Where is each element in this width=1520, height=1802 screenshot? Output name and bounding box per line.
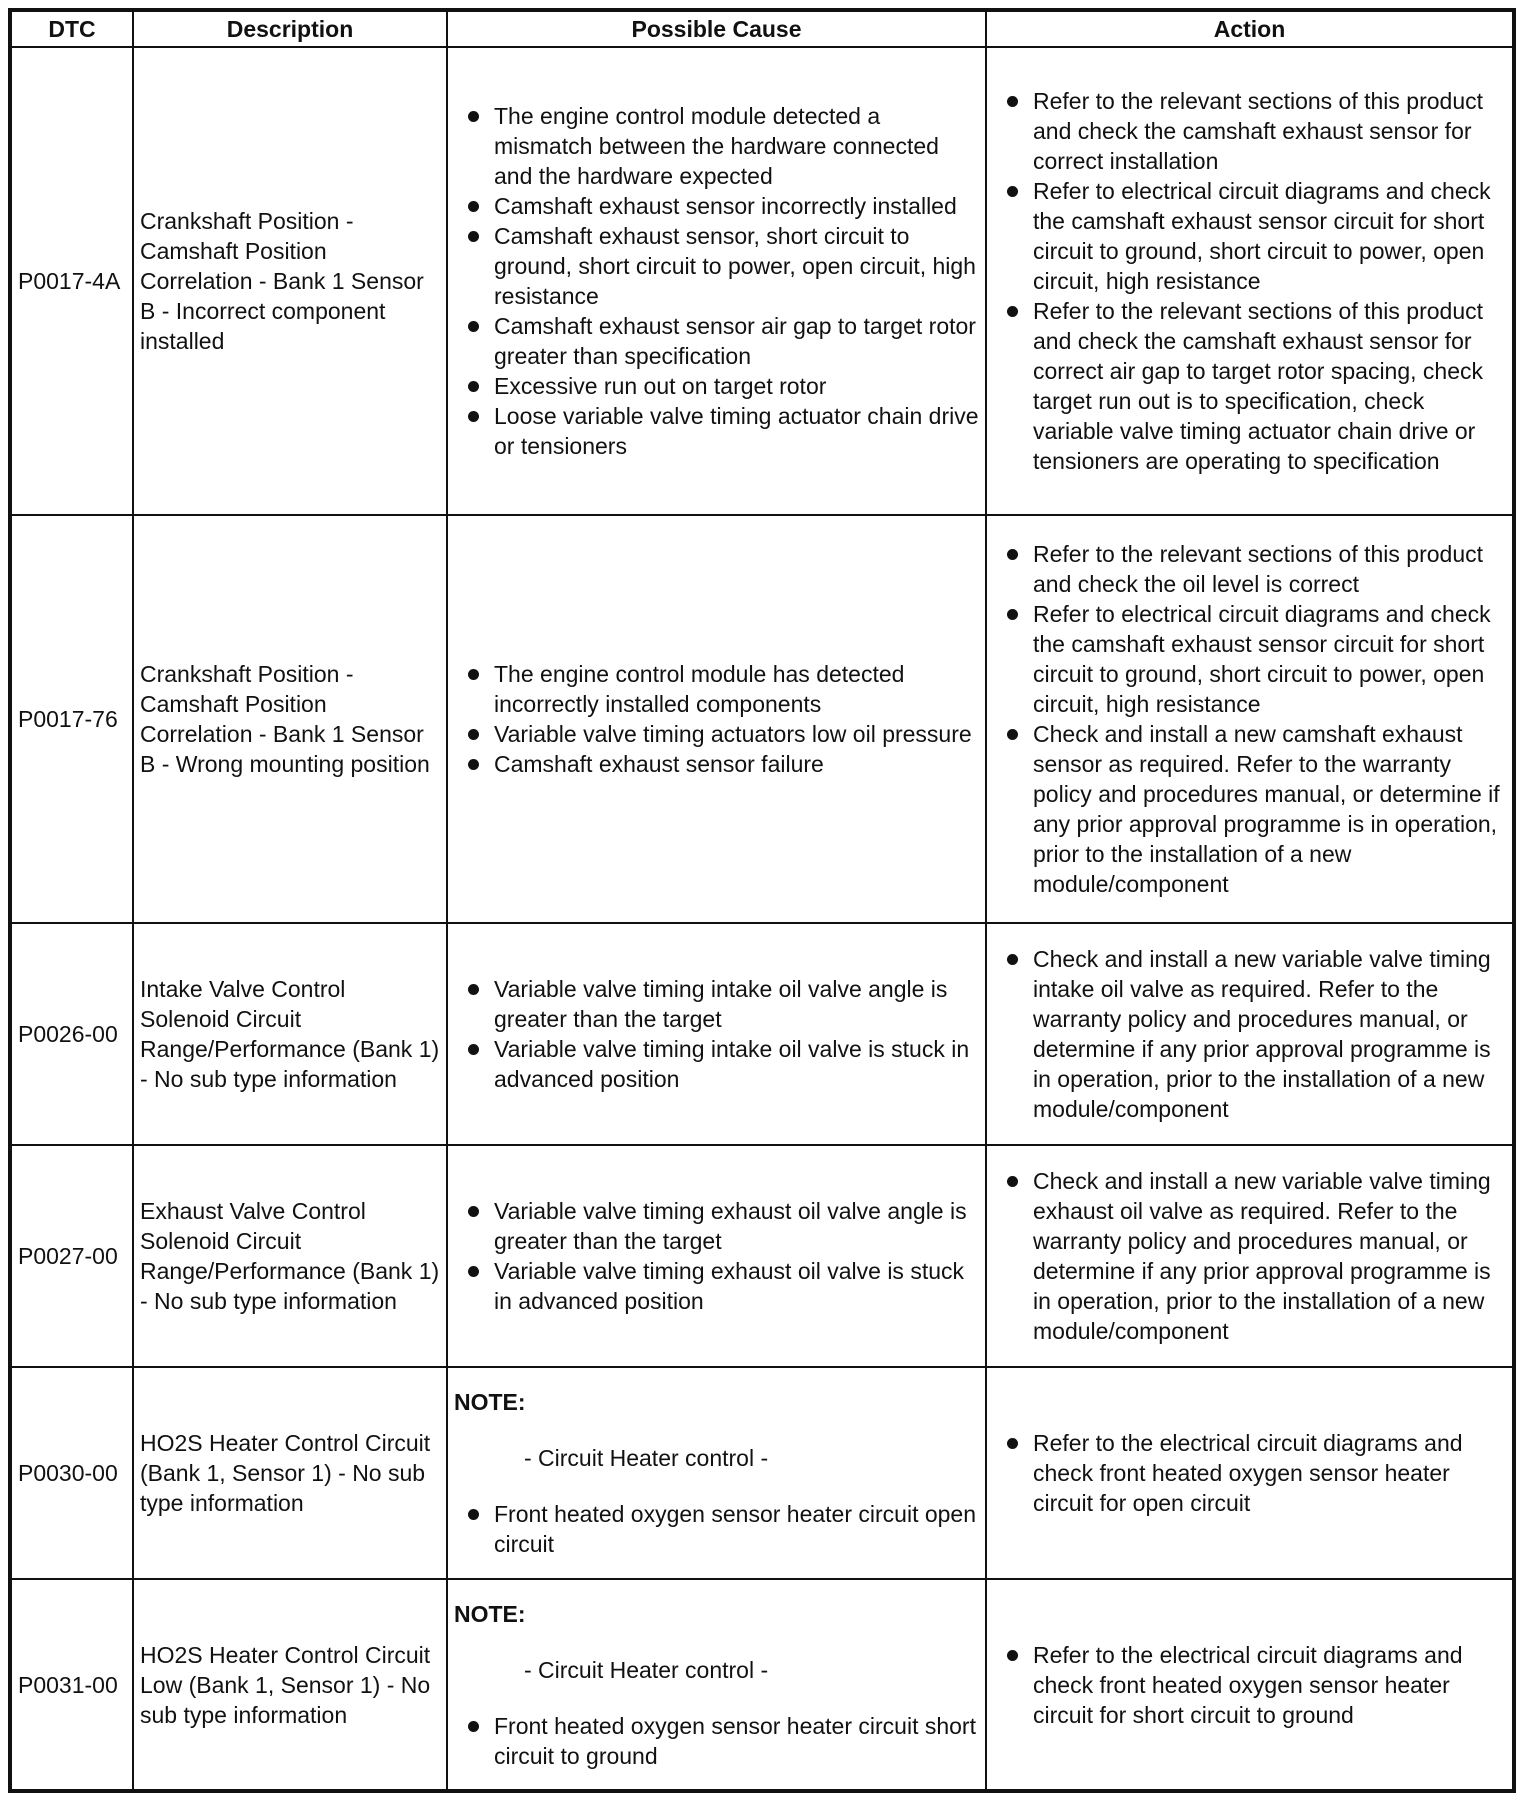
cause-item: Variable valve timing exhaust oil valve is stuck in advanced position <box>454 1256 979 1316</box>
action-cell <box>986 923 1514 1145</box>
note-text: - Circuit Heater control - <box>524 1445 769 1471</box>
cause-item: Variable valve timing exhaust oil valve angle is greater than the target <box>454 1196 979 1256</box>
action-item: Refer to the relevant sections of this product and check the camshaft exhaust sensor for correct installation <box>993 86 1506 176</box>
cause-item: Front heated oxygen sensor heater circuit open circuit <box>454 1499 979 1559</box>
cause-item: Camshaft exhaust sensor air gap to target rotor greater than specification <box>454 311 979 371</box>
cause-item: Camshaft exhaust sensor, short circuit to ground, short circuit to power, open circuit, high resistance <box>454 221 979 311</box>
dtc-description: HO2S Heater Control Circuit (Bank 1, Sensor 1) - No sub type information <box>133 1367 447 1579</box>
action-cell <box>986 1145 1514 1367</box>
table-body <box>10 47 1514 1791</box>
header-row <box>10 10 1514 47</box>
dtc-code: P0030-00 <box>10 1367 133 1579</box>
cause-item: The engine control module detected a mismatch between the hardware connected and the hardware expected <box>454 101 979 191</box>
dtc-code: P0017-4A <box>10 47 133 515</box>
cause-item: Front heated oxygen sensor heater circuit short circuit to ground <box>454 1711 979 1771</box>
header-description: Description <box>133 10 447 47</box>
action-cell <box>986 515 1514 923</box>
cause-item: Variable valve timing intake oil valve is stuck in advanced position <box>454 1034 979 1094</box>
table-row <box>10 515 1514 923</box>
cause-item: Camshaft exhaust sensor failure <box>454 749 979 779</box>
action-list <box>993 1640 1506 1730</box>
table-row <box>10 1367 1514 1579</box>
action-list <box>993 1428 1506 1518</box>
header-action: Action <box>986 10 1514 47</box>
dtc-description: Crankshaft Position - Camshaft Position Correlation - Bank 1 Sensor B - Incorrect component installed <box>133 47 447 515</box>
table-row <box>10 47 1514 515</box>
cause-list <box>454 1499 979 1559</box>
possible-cause-cell <box>447 515 986 923</box>
table-row <box>10 923 1514 1145</box>
cause-item: Loose variable valve timing actuator chain drive or tensioners <box>454 401 979 461</box>
cause-list <box>454 1711 979 1771</box>
dtc-description: Exhaust Valve Control Solenoid Circuit Range/Performance (Bank 1) - No sub type information <box>133 1145 447 1367</box>
action-list <box>993 539 1506 899</box>
cause-list <box>454 1196 979 1316</box>
possible-cause-cell <box>447 47 986 515</box>
cause-item: Camshaft exhaust sensor incorrectly installed <box>454 191 979 221</box>
action-cell <box>986 47 1514 515</box>
note-text: - Circuit Heater control - <box>524 1656 769 1683</box>
action-item: Refer to the electrical circuit diagrams and check front heated oxygen sensor heater circuit for short circuit to ground <box>993 1640 1506 1730</box>
cause-list <box>454 974 979 1094</box>
action-item: Refer to the electrical circuit diagrams and check front heated oxygen sensor heater circuit for open circuit <box>993 1428 1506 1518</box>
action-item: Check and install a new variable valve timing exhaust oil valve as required. Refer to the warranty policy and procedures manual, or determine if any prior approval programme is in operation, prior to the installation of a new module/component <box>993 1166 1506 1346</box>
possible-cause-cell <box>447 1367 986 1579</box>
action-item: Refer to electrical circuit diagrams and check the camshaft exhaust sensor circuit for short circuit to ground, short circuit to power, open circuit, high resistance <box>993 176 1506 296</box>
table-row <box>10 1145 1514 1367</box>
dtc-table <box>8 8 1516 1793</box>
dtc-code: P0017-76 <box>10 515 133 923</box>
action-item: Refer to the relevant sections of this product and check the oil level is correct <box>993 539 1506 599</box>
dtc-code: P0027-00 <box>10 1145 133 1367</box>
action-cell <box>986 1367 1514 1579</box>
dtc-description: Intake Valve Control Solenoid Circuit Range/Performance (Bank 1) - No sub type information <box>133 923 447 1145</box>
possible-cause-cell <box>447 1579 986 1791</box>
action-list <box>993 944 1506 1124</box>
dtc-description: HO2S Heater Control Circuit Low (Bank 1, Sensor 1) - No sub type information <box>133 1579 447 1791</box>
cause-item: Variable valve timing intake oil valve angle is greater than the target <box>454 974 979 1034</box>
action-list <box>993 1166 1506 1346</box>
cause-item: The engine control module has detected incorrectly installed components <box>454 659 979 719</box>
action-cell <box>986 1579 1514 1791</box>
header-possible-cause: Possible Cause <box>447 10 986 47</box>
table-row <box>10 1579 1514 1791</box>
action-item: Check and install a new variable valve timing intake oil valve as required. Refer to the warranty policy and procedures manual, or determine if any prior approval programme is in operation, prior to the installation of a new module/component <box>993 944 1506 1124</box>
cause-item: Variable valve timing actuators low oil pressure <box>454 719 979 749</box>
action-item: Refer to the relevant sections of this product and check the camshaft exhaust sensor for correct air gap to target rotor spacing, check target run out is to specification, check variable valve timing actuator chain drive or tensioners are operating to specification <box>993 296 1506 476</box>
dtc-description: Crankshaft Position - Camshaft Position Correlation - Bank 1 Sensor B - Wrong mounting position <box>133 515 447 923</box>
action-list <box>993 86 1506 476</box>
header-dtc: DTC <box>10 10 133 47</box>
action-item: Refer to electrical circuit diagrams and check the camshaft exhaust sensor circuit for short circuit to ground, short circuit to power, open circuit, high resistance <box>993 599 1506 719</box>
possible-cause-cell <box>447 1145 986 1367</box>
cause-item: Excessive run out on target rotor <box>454 371 979 401</box>
possible-cause-cell <box>447 923 986 1145</box>
note-label: NOTE: <box>454 1600 526 1627</box>
dtc-code: P0026-00 <box>10 923 133 1145</box>
cause-list <box>454 659 979 779</box>
dtc-code: P0031-00 <box>10 1579 133 1791</box>
note-label: NOTE: <box>454 1389 526 1415</box>
cause-list <box>454 101 979 461</box>
action-item: Check and install a new camshaft exhaust sensor as required. Refer to the warranty policy and procedures manual, or determine if any prior approval programme is in operation, prior to the installation of a new module/component <box>993 719 1506 899</box>
